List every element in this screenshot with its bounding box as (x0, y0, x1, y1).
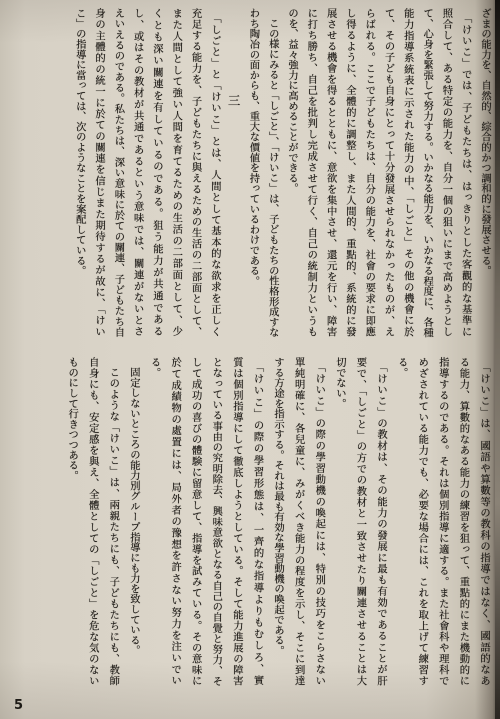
scan-edge-shadow (495, 0, 500, 719)
text-line: わち陶冶の面からも、重大な價値を持っているわけである。 (247, 8, 260, 287)
text-line: くとも深い關連を有しているのである。狙う能力が共通である (150, 8, 163, 338)
text-line: して成功の喜びの體験に留意して、指導を試みている。その意味に (189, 357, 202, 687)
text-line: て、その子ども自身にとって十分發展させられなかったものが、え (382, 8, 395, 338)
text-line: 「けいこ」の際の學習動機の喚起には、特別の技巧をこらさない (313, 362, 326, 687)
text-line: 指導するのである。それは個別指導に適する。また社會科や理科で (436, 357, 449, 687)
text-line: る。 (395, 357, 408, 378)
text-line: 自身にも、安定感を與え、全體としての「しごと」を危な気のない (86, 357, 99, 687)
lower-text-block (62, 357, 494, 687)
text-line: となっている事由の究明除去、興味意欲となる自己の自覺と努力、そ (210, 357, 223, 687)
text-line: 切でない。 (333, 357, 346, 409)
text-line: こ」の指導に當っては、次のようなことを案配している。 (73, 8, 86, 276)
text-line: ざまの能力を、自然的、綜合的かつ調和的に發展させる。 (479, 8, 491, 276)
text-line: 「けいこ」は、國語や算數等の教科の指導ではなく、國語的なあ (478, 362, 490, 687)
text-line: 於て成績物の處置には、局外者の豫想を許さない努力を注いでい (169, 357, 182, 687)
text-line: し得るように、全體的に調整し、また人間的、重點的、系統的に發 (343, 8, 356, 338)
text-line: えいえるのである。私たちは、深い意味に於ての關連、子どもたち自 (112, 8, 125, 338)
text-line: 「けいこ」では、子どもたちは、はっきりとした客觀的な基準に (459, 13, 472, 338)
text-line: 能力指導系統表に示された能力の中、「しごと」その他の機會に於 (401, 8, 414, 338)
text-line: し、或はその教材が共通であるという意味では、關連がないとさ (131, 8, 144, 338)
text-line: に打ち勝ち、自己を批判し完成させて行く、自己の統制力というも (305, 8, 318, 338)
text-line: 質は個別指導にして徹底しようとしている。そして能力進展の障害 (230, 357, 243, 687)
text-line: 「しごと」と「けいこ」とは、人間として基本的な欲求を正しく (208, 13, 221, 338)
text-line: ものにして行きつつある。 (66, 357, 79, 481)
text-line: のを、益々強力に高めることができる。 (286, 8, 299, 194)
text-line: 身の主體的の統一に於ての關連を信じまた期待するが故に、「けい (93, 8, 106, 338)
section-heading: 三 (226, 94, 242, 107)
upper-text-block (69, 8, 494, 338)
text-line: 要で、「しごと」の方での教材と一致させたり關連させることは大 (354, 357, 367, 687)
text-line: 固定しないところの能力別グループ指導にも力を致している。 (127, 367, 140, 656)
page-number: 5 (14, 698, 24, 713)
text-line: めざされている能力でも、必要な場合には、これを取上げて練習す (416, 357, 429, 687)
text-line: 展させる機會を得るとともに、意欲を集中させ、還元を行い、障害 (324, 8, 337, 338)
text-line: また人間として強い人間を育てるための生活の二部面として、少 (170, 8, 183, 338)
text-line: このような「けいこ」は、兩親たちにも、子どもたちにも、教師 (107, 367, 120, 687)
text-line: する方途を指示する。それは最も有効な學習動機の喚起である。 (272, 357, 285, 656)
text-line: 單純明確に、各兒童に、みがくべき能力の程度を示し、そこに到達 (292, 357, 305, 687)
text-line: この様にみると「しごと」、「けいこ」は、子どもたちの性格形成すな (266, 18, 279, 338)
text-line: 照合して、ある特定の能力を、自分一個の狙いにまで高めようとし (440, 8, 453, 338)
text-line: て、心身を緊張して努力する。いかなる能力を、いかなる程度に、各種 (421, 8, 434, 338)
text-line: 「けいこ」の教材は、その能力の發展に最も有効であることが肝 (375, 362, 388, 687)
text-line: 「けいこ」の際の學習形態は、一齊的な指導よりもむしろ、實 (251, 362, 264, 687)
text-line: らばれる。ここで子どもたちは、自分の能力を、社會の要求に即應 (363, 8, 376, 338)
text-line: る。 (148, 357, 161, 378)
text-line: る能力、算數的なある能力の練習を狙って、重點的にまた機動的に (457, 357, 470, 687)
text-line: 充足する能力を、子どもたちに與えるための生活の二部面として、 (189, 8, 202, 338)
